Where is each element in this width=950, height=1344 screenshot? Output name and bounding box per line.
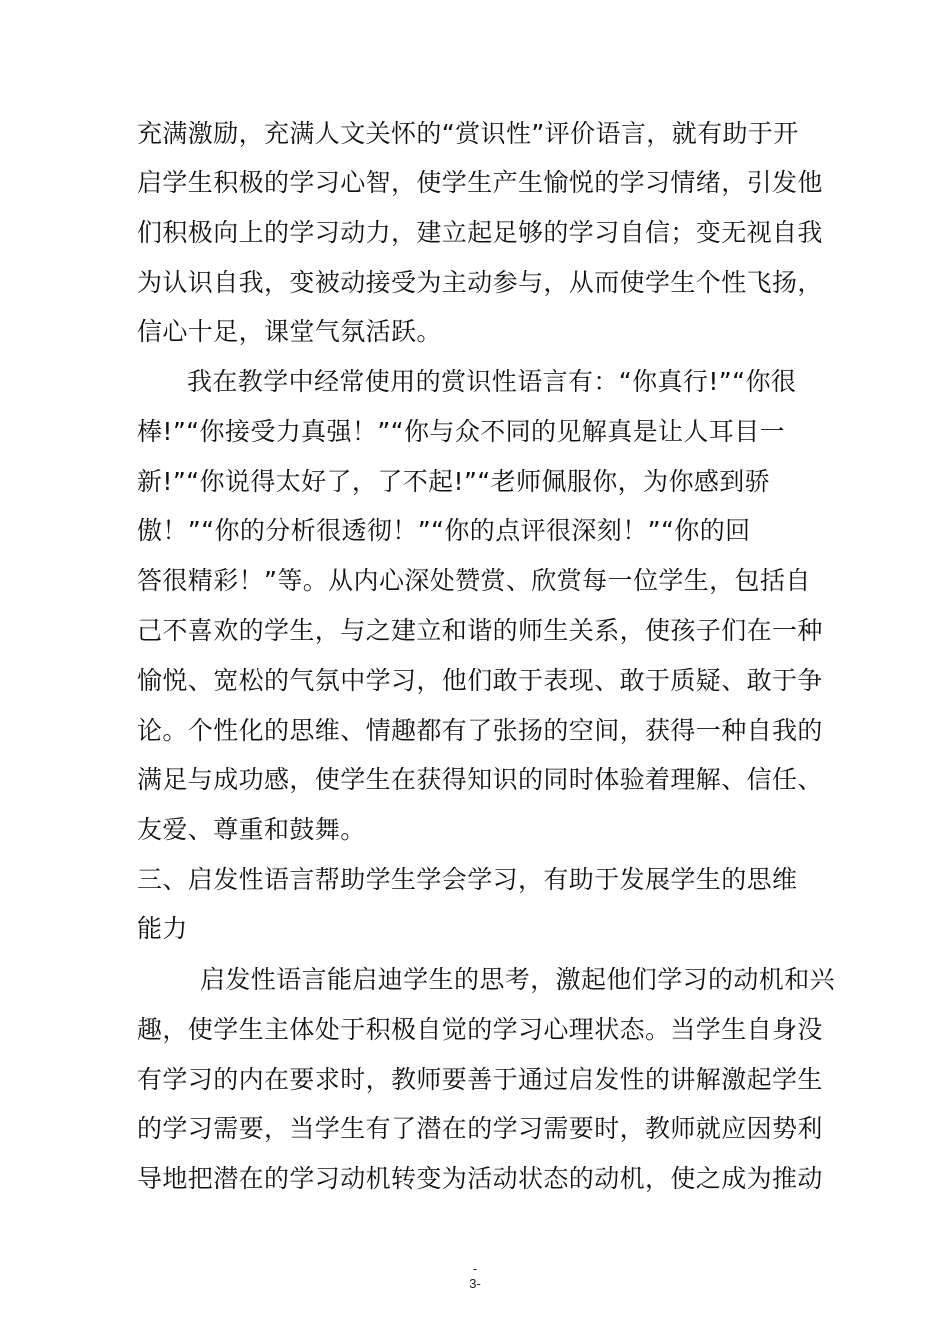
page-number: 3- — [469, 1276, 481, 1291]
text-line: 导地把潜在的学习动机转变为活动状态的动机，使之成为推动 — [137, 1164, 823, 1193]
text-line: 信心十足，课堂气氛活跃。 — [137, 317, 442, 346]
text-line: 为认识自我，变被动接受为主动参与，从而使学生个性飞扬， — [137, 268, 823, 297]
section-heading-line: 三、启发性语言帮助学生学会学习，有助于发展学生的思维 — [137, 865, 798, 894]
text-line: 友爱、尊重和鼓舞。 — [137, 815, 366, 844]
text-line: 棒!”“你接受力真强！”“你与众不同的见解真是让人耳目一 — [137, 417, 786, 446]
text-line: 傲！”“你的分析很透彻！”“你的点评很深刻！”“你的回 — [137, 516, 751, 545]
text-line: 满足与成功感，使学生在获得知识的同时体验着理解、信任、 — [137, 765, 823, 794]
section-heading-line: 能力 — [137, 914, 188, 943]
text-line: 有学习的内在要求时，教师要善于通过启发性的讲解激起学生 — [137, 1065, 823, 1094]
text-line: 趣，使学生主体处于积极自觉的学习心理状态。当学生自身没 — [137, 1015, 823, 1044]
text-line: 的学习需要，当学生有了潜在的学习需要时，教师就应因势利 — [137, 1114, 823, 1143]
paragraph-start-line: 我在教学中经常使用的赏识性语言有：“你真行!”“你很 — [187, 367, 797, 396]
text-line: 愉悦、宽松的气氛中学习，他们敢于表现、敢于质疑、敢于争 — [137, 666, 823, 695]
text-line: 充满激励，充满人文关怀的“赏识性”评价语言，就有助于开 — [137, 119, 799, 148]
text-line: 己不喜欢的学生，与之建立和谐的师生关系，使孩子们在一种 — [137, 616, 823, 645]
text-line: 新!”“你说得太好了，了不起!”“老师佩服你，为你感到骄 — [137, 467, 771, 496]
text-line: 论。个性化的思维、情趣都有了张扬的空间，获得一种自我的 — [137, 716, 823, 745]
paragraph-start-line: 启发性语言能启迪学生的思考，激起他们学习的动机和兴 — [200, 965, 836, 994]
text-line: 答很精彩！”等。从内心深处赞赏、欣赏每一位学生，包括自 — [137, 566, 811, 595]
page-number-dash: - — [472, 1261, 478, 1276]
text-line: 启学生积极的学习心智，使学生产生愉悦的学习情绪，引发他 — [137, 168, 823, 197]
text-line: 们积极向上的学习动力，建立起足够的学习自信；变无视自我 — [137, 218, 823, 247]
